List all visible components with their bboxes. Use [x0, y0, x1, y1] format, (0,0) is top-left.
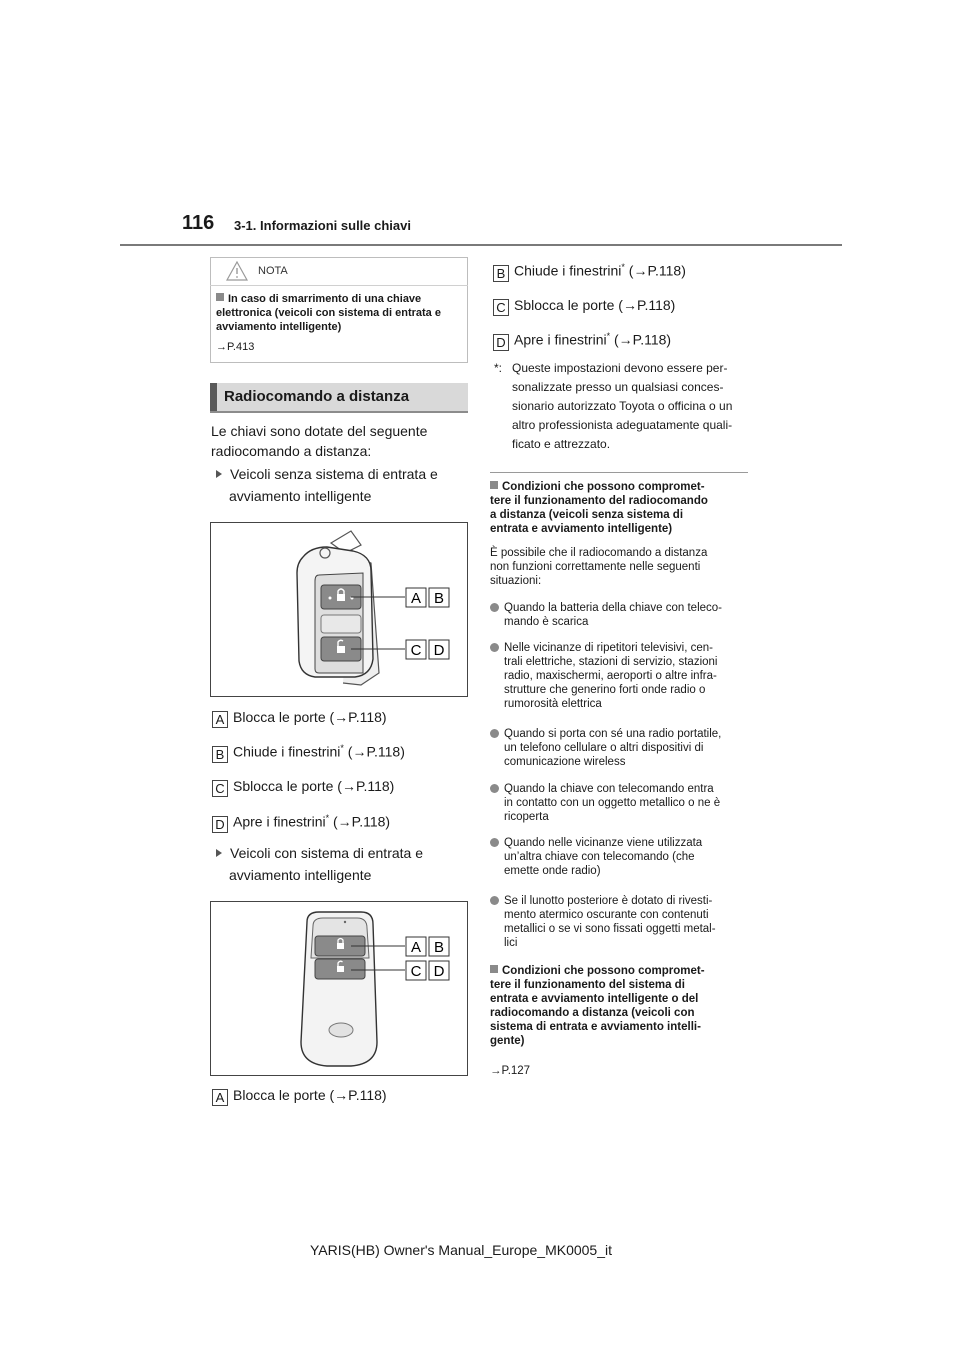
callout-c: C: [410, 642, 422, 659]
right-column-divider: [490, 472, 748, 473]
round-bullet-icon: [490, 896, 499, 905]
triangle-bullet-icon: [216, 470, 222, 478]
smart-key-figure: [210, 901, 468, 1076]
triangle-bullet-icon: [216, 849, 222, 857]
callout-a: A: [410, 590, 422, 607]
group2-title-line2: avviamento intelligente: [229, 867, 372, 883]
conditions-intro: È possibile che il radiocomando a distanza non funzioni correttamente nelle seguenti situazioni:: [490, 547, 708, 587]
note-heading: In caso di smarrimento di una chiave elettronica (veicoli con sistema di entrata e avviamento intelligente): [216, 293, 441, 333]
conditions-heading-smart: Condizioni che possono compromet- tere il funzionamento del sistema di entrata e avviamento intelligente o del radiocomando a distanza (veicoli con sistema di entrata e avviamento intelli- gente): [490, 965, 705, 1047]
callout-b: B: [433, 939, 445, 956]
round-bullet-icon: [490, 729, 499, 738]
footnote-line: sonalizzate presso un qualsiasi conces-: [512, 380, 724, 394]
condition-item: Se il lunotto posteriore è dotato di rivesti- mento atermico oscurante con contenuti metallici o se vi sono fissati oggetti metal- lici: [490, 894, 750, 950]
right-label-row-c: C Sblocca le porte (→P.118): [493, 297, 675, 316]
section-bar-edge: [210, 383, 217, 411]
flip-key-figure: [210, 522, 468, 697]
square-bullet-icon: [216, 293, 224, 301]
smart-key-illustration: [211, 902, 467, 1075]
note-divider: [210, 285, 468, 286]
round-bullet-icon: [490, 603, 499, 612]
round-bullet-icon: [490, 784, 499, 793]
group1-title-line1: Veicoli senza sistema di entrata e: [216, 466, 438, 482]
label-row-b: B Chiude i finestrini* (→P.118): [212, 743, 405, 763]
chapter-title: 3-1. Informazioni sulle chiavi: [234, 218, 411, 233]
callout-c: C: [410, 963, 422, 980]
footnote-marker: *:: [494, 361, 503, 375]
callout-d: D: [433, 963, 445, 980]
conditions-reference: →P.127: [490, 1065, 531, 1077]
warning-triangle-icon: [226, 261, 248, 281]
condition-item: Quando la batteria della chiave con teleco- mando è scarica: [490, 601, 750, 629]
condition-item: Quando la chiave con telecomando entra in contatto con un oggetto metallico o ne è ricoperta: [490, 782, 750, 824]
page-footer: YARIS(HB) Owner's Manual_Europe_MK0005_it: [310, 1242, 612, 1258]
footnote-line: Queste impostazioni devono essere per-: [512, 361, 728, 375]
section-heading: Radiocomando a distanza: [224, 388, 410, 405]
label-box-c: C: [493, 299, 509, 316]
label-box-a: A: [212, 711, 228, 728]
label-row-a-smart: A Blocca le porte (→P.118): [212, 1087, 387, 1106]
footnote-line: altro professionista adeguatamente quali-: [512, 418, 733, 432]
group2-title-line1: Veicoli con sistema di entrata e: [216, 845, 423, 861]
square-bullet-icon: [490, 965, 498, 973]
right-label-row-b: B Chiude i finestrini* (→P.118): [493, 262, 686, 282]
callout-b: B: [433, 590, 445, 607]
label-row-a: A Blocca le porte (→P.118): [212, 709, 387, 728]
condition-item: Quando si porta con sé una radio portatile, un telefono cellulare o altri dispositivi di comunicazione wireless: [490, 727, 750, 769]
round-bullet-icon: [490, 643, 499, 652]
conditions-heading-remote: Condizioni che possono compromet- tere il funzionamento del radiocomando a distanza (veicoli senza sistema di entrata e avviamento intelligente): [490, 481, 708, 535]
square-bullet-icon: [490, 481, 498, 489]
label-box-b: B: [493, 265, 509, 282]
callout-d: D: [433, 642, 445, 659]
label-row-c: C Sblocca le porte (→P.118): [212, 778, 394, 797]
round-bullet-icon: [490, 838, 499, 847]
label-row-d: D Apre i finestrini* (→P.118): [212, 813, 390, 833]
intro-paragraph: Le chiavi sono dotate del seguente radiocomando a distanza:: [211, 423, 428, 459]
footnote-line: sionario autorizzato Toyota o officina o un: [512, 399, 733, 413]
note-title: NOTA: [258, 265, 288, 277]
label-box-c: C: [212, 780, 228, 797]
footnote-line: ficato e attrezzato.: [512, 437, 611, 451]
label-box-d: D: [493, 334, 509, 351]
header-divider: [120, 244, 842, 246]
note-reference: →P.413: [216, 341, 255, 353]
page-number: 116: [182, 212, 215, 234]
label-box-a: A: [212, 1089, 228, 1106]
condition-item: Nelle vicinanze di ripetitori televisivi, cen- trali elettriche, stazioni di servizio, stazioni radio, maxischermi, aeroporti o altre infra- strutture che generino forti onde radio o rumorosità elettrica: [490, 641, 750, 711]
callout-a: A: [410, 939, 422, 956]
right-label-row-d: D Apre i finestrini* (→P.118): [493, 331, 671, 351]
label-box-b: B: [212, 746, 228, 763]
group1-title-line2: avviamento intelligente: [229, 488, 372, 504]
condition-item: Quando nelle vicinanze viene utilizzata un’altra chiave con telecomando (che emette onde radio): [490, 836, 750, 878]
section-heading-bar: [210, 383, 468, 413]
flip-key-illustration: [211, 523, 467, 696]
footnote: [494, 359, 748, 454]
label-box-d: D: [212, 816, 228, 833]
